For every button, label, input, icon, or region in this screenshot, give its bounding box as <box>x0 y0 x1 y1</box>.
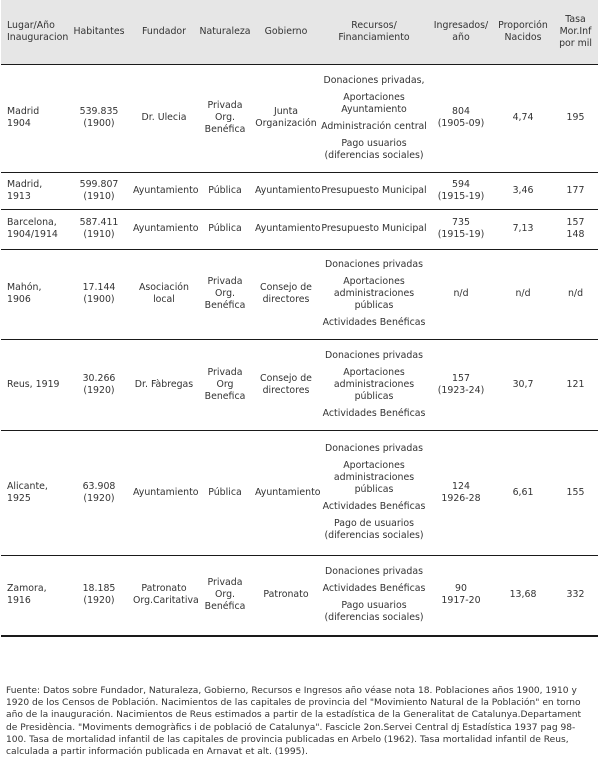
cell-gobierno: Patronato <box>253 555 319 636</box>
cell-lugar: Zamora, 1916 <box>1 555 67 636</box>
cell-habitantes: 587.411 (1910) <box>67 209 131 249</box>
cell-ingresados: 804 (1905-09) <box>429 64 493 172</box>
recurso-item: Aportaciones administraciones públicas <box>333 276 415 311</box>
cell-habitantes: 539.835 (1900) <box>67 64 131 172</box>
cell-recursos <box>319 430 429 555</box>
header-habitantes: Habitantes <box>73 25 125 37</box>
cell-tasa: n/d <box>553 249 598 339</box>
cell-lugar: Barcelona, 1904/1914 <box>1 209 67 249</box>
cell-habitantes: 18.185 (1920) <box>67 555 131 636</box>
table-row <box>1 555 598 636</box>
table-row <box>1 172 598 209</box>
recurso-item: Administración central <box>321 120 427 132</box>
cell-naturaleza: Pública <box>197 172 253 209</box>
cell-proporcion: 7,13 <box>493 209 553 249</box>
table-body <box>1 64 598 636</box>
cell-gobierno: Ayuntamiento <box>253 209 319 249</box>
data-table <box>1 0 598 637</box>
cell-habitantes: 63.908 (1920) <box>67 430 131 555</box>
recurso-item: Presupuesto Municipal <box>321 184 427 196</box>
recurso-item: Pago de usuarios (diferencias sociales) <box>324 518 424 541</box>
header-fundador: Fundador <box>142 25 186 37</box>
header-gobierno: Gobierno <box>264 25 308 37</box>
cell-ingresados: 157 (1923-24) <box>429 339 493 430</box>
cell-tasa: 155 <box>553 430 598 555</box>
source-note: Fuente: Datos sobre Fundador, Naturaleza, Gobierno, Recursos e Ingresos año véase nota 18. Poblaciones años 1900, 1910 y 1920 de los Censos de Población. Nacimientos de las capitales de provincia del "Movimiento Natural de la Población" en torno año de la inauguración. Nacimientos de Reus estimados a partir de la estadística de la Generalitat de Catalunya.Departament de Presidència. "Moviments demogràfics i de població de Catalunya". Fascicle 2on.Servei Central dj Estadística 1937 pag 98-100. Tasa de mortalidad infantil de las capitales de provincia publicadas en Arbelo (1962). Tasa mortalidad infantil de Reus, calculada a partir información publicada en Arnavat et alt. (1995). <box>6 686 582 758</box>
recurso-item: Donaciones privadas, <box>323 74 425 86</box>
cell-lugar: Madrid, 1913 <box>1 172 67 209</box>
table-row <box>1 430 598 555</box>
cell-recursos <box>319 249 429 339</box>
cell-proporcion: 13,68 <box>493 555 553 636</box>
cell-naturaleza: Pública <box>197 430 253 555</box>
cell-proporcion: 3,46 <box>493 172 553 209</box>
cell-gobierno: Ayuntamiento <box>253 172 319 209</box>
cell-recursos <box>319 172 429 209</box>
cell-tasa: 195 <box>553 64 598 172</box>
table-row <box>1 339 598 430</box>
table-header-row <box>1 0 598 64</box>
recurso-item: Donaciones privadas <box>325 349 423 361</box>
recurso-item: Presupuesto Municipal <box>321 223 427 234</box>
recurso-item: Donaciones privadas <box>325 259 423 270</box>
cell-gobierno: Consejo de directores <box>253 249 319 339</box>
cell-proporcion: 30,7 <box>493 339 553 430</box>
header-ingresados: Ingresados/ año <box>433 19 489 43</box>
table-row <box>1 64 598 172</box>
cell-fundador: Patronato Org.Caritativa <box>131 555 197 636</box>
cell-tasa: 157 148 <box>553 209 598 249</box>
cell-gobierno: Ayuntamiento <box>253 430 319 555</box>
cell-proporcion: n/d <box>493 249 553 339</box>
cell-naturaleza: Privada Org. Benéfica <box>197 555 253 636</box>
cell-fundador: Dr. Ulecia <box>131 64 197 172</box>
header-tasa: Tasa Mor.Inf por mil <box>559 13 592 49</box>
recurso-item: Aportaciones administraciones públicas <box>333 460 415 495</box>
cell-recursos <box>319 64 429 172</box>
cell-gobierno: Consejo de directores <box>253 339 319 430</box>
cell-naturaleza: Pública <box>197 209 253 249</box>
recurso-item: Donaciones privadas <box>325 566 423 578</box>
cell-habitantes: 599.807 (1910) <box>67 172 131 209</box>
recurso-item: Pago usuarios (diferencias sociales) <box>324 137 424 161</box>
cell-fundador: Ayuntamiento <box>131 430 197 555</box>
recurso-item: Actividades Benéficas <box>322 407 426 419</box>
cell-ingresados: 124 1926-28 <box>429 430 493 555</box>
cell-naturaleza: Privada Org Benefica <box>197 339 253 430</box>
cell-naturaleza: Privada Org. Benéfica <box>197 64 253 172</box>
cell-lugar: Reus, 1919 <box>1 339 67 430</box>
header-lugar: Lugar/Año Inauguracion <box>7 19 69 43</box>
cell-naturaleza: Privada Org. Benéfica <box>197 249 253 339</box>
header-recursos: Recursos/ Financiamiento <box>338 19 410 43</box>
cell-proporcion: 4,74 <box>493 64 553 172</box>
recurso-item: Aportaciones Ayuntamiento <box>341 91 407 115</box>
cell-ingresados: 90 1917-20 <box>429 555 493 636</box>
header-proporcion: Proporción Nacidos <box>498 19 548 43</box>
cell-tasa: 121 <box>553 339 598 430</box>
cell-recursos <box>319 555 429 636</box>
cell-ingresados: 735 (1915-19) <box>429 209 493 249</box>
cell-proporcion: 6,61 <box>493 430 553 555</box>
cell-habitantes: 30.266 (1920) <box>67 339 131 430</box>
table-row <box>1 209 598 249</box>
cell-habitantes: 17.144 (1900) <box>67 249 131 339</box>
cell-fundador: Dr. Fàbregas <box>131 339 197 430</box>
recurso-item: Donaciones privadas <box>325 443 423 454</box>
cell-gobierno: Junta Organización <box>253 64 319 172</box>
table-row <box>1 249 598 339</box>
cell-lugar: Mahón, 1906 <box>1 249 67 339</box>
recurso-item: Aportaciones administraciones públicas <box>333 366 415 402</box>
cell-fundador: Ayuntamiento <box>131 172 197 209</box>
cell-tasa: 332 <box>553 555 598 636</box>
cell-tasa: 177 <box>553 172 598 209</box>
cell-ingresados: n/d <box>429 249 493 339</box>
cell-recursos <box>319 339 429 430</box>
recurso-item: Actividades Benéficas <box>322 501 426 512</box>
cell-recursos <box>319 209 429 249</box>
cell-lugar: Madrid 1904 <box>1 64 67 172</box>
cell-lugar: Alicante, 1925 <box>1 430 67 555</box>
recurso-item: Pago usuarios (diferencias sociales) <box>324 600 424 624</box>
cell-fundador: Asociación local <box>131 249 197 339</box>
header-naturaleza: Naturaleza <box>199 25 251 37</box>
recurso-item: Actividades Benéficas <box>322 317 426 328</box>
cell-fundador: Ayuntamiento <box>131 209 197 249</box>
recurso-item: Actividades Benéficas <box>322 583 426 595</box>
cell-ingresados: 594 (1915-19) <box>429 172 493 209</box>
